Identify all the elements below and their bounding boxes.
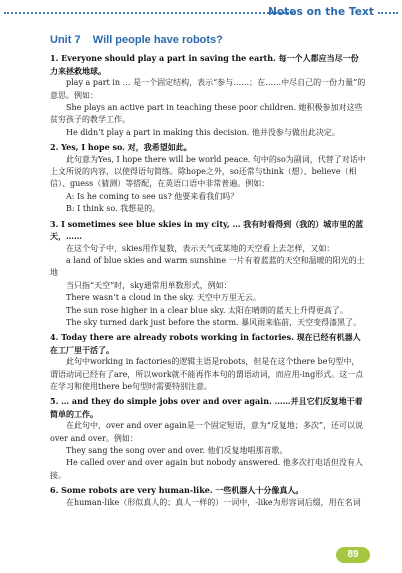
note-paragraph: She plays an active part in teaching these poor children. 她积极参加对这些贫穷孩子的教学工作。 [50, 103, 363, 125]
notes-content [50, 34, 366, 509]
header-dotted-rule [4, 12, 296, 14]
note-example: a land of blue skies and warm sunshine 一片有着蓝蓝的天空和温暖的阳光的土地 [50, 255, 365, 278]
note-heading: 6. Some robots are very human-like. 一些机器人十分像真人。 [50, 485, 304, 496]
header-dotted-rule-right [378, 12, 398, 14]
note-heading: 3. I sometimes see blue skies in my city, … 我有时看得到（我的）城市里的蓝天，…… [50, 218, 364, 242]
page-number: 89 [336, 547, 370, 563]
page-header [0, 6, 402, 20]
note-heading: 4. Today there are already robots working in factories. 现在已经有机器人在工厂里干活了。 [50, 332, 361, 355]
note-paragraph: 在此句中，over and over again是一个固定短语，意为“反复地；多次”，还可以说over and over。例如： [50, 421, 364, 443]
note-example: There wasn’t a cloud in the sky. 天空中万里无云。 [66, 293, 261, 303]
unit-heading [50, 34, 366, 46]
header-title: Notes on the Text [267, 6, 374, 18]
note-example: The sky turned dark just before the storm. 暴风雨来临前，天空变得漆黑了。 [66, 317, 362, 327]
note-paragraph: He called over and over again but nobody answered. 他多次打电话但没有人接。 [50, 458, 363, 480]
unit-label: Unit 7 [50, 34, 81, 46]
note-example: A: Is he coming to see us? 他要来看我们吗？ [66, 191, 239, 201]
note-example: B: I think so. 我想是的。 [66, 204, 161, 214]
note-paragraph: 在human-like（形似真人的；真人一样的）一词中，-like为形容词后缀，用在名词 [66, 497, 361, 507]
note-paragraph: play a part in … 是一个固定结构，表示“参与……；在……中尽自己的一份力量”的意思。例如： [50, 78, 366, 100]
note-example: 当只指“天空”时，sky通常用单数形式，例如： [66, 280, 232, 290]
note-paragraph: 此句意为Yes, I hope there will be world peace. 句中的so为副词，代替了对话中上文所说的内容，以使得语句简练。除hope之外，so还常与think（想）、believe（相信）、guess（猜测）等搭配，在英语口语中非常普遍。例如： [50, 154, 366, 189]
note-example: The sun rose higher in a clear blue sky. 太阳在晴朗的蓝天上升得更高了。 [66, 305, 348, 315]
note-heading: 2. Yes, I hope so. 对，我希望如此。 [50, 142, 192, 153]
note-paragraph: 此句中working in factories的逻辑主语是robots，但是在这个there be句型中，谓语动词已经有了are，所以work就不能再作本句的谓语动词，而应用-ing形式。这一点在学习和使用there be句型时需要特别注意。 [50, 357, 364, 391]
note-paragraph: He didn’t play a part in making this decision. 他并没参与做出此决定。 [66, 127, 340, 137]
note-heading: 1. Everyone should play a part in saving the earth. 每一个人都应当尽一份力来拯救地球。 [50, 53, 359, 76]
note-heading: 5. … and they do simple jobs over and over again. ……并且它们反复地干着简单的工作。 [50, 396, 363, 419]
note-example: 在这个句子中，skies用作复数，表示天气或某地的天空看上去怎样，又如： [66, 243, 335, 253]
note-paragraph: They sang the song over and over. 他们反复地唱那首歌。 [66, 446, 288, 455]
unit-title: Will people have robots? [92, 34, 223, 46]
notes-list [50, 52, 366, 509]
